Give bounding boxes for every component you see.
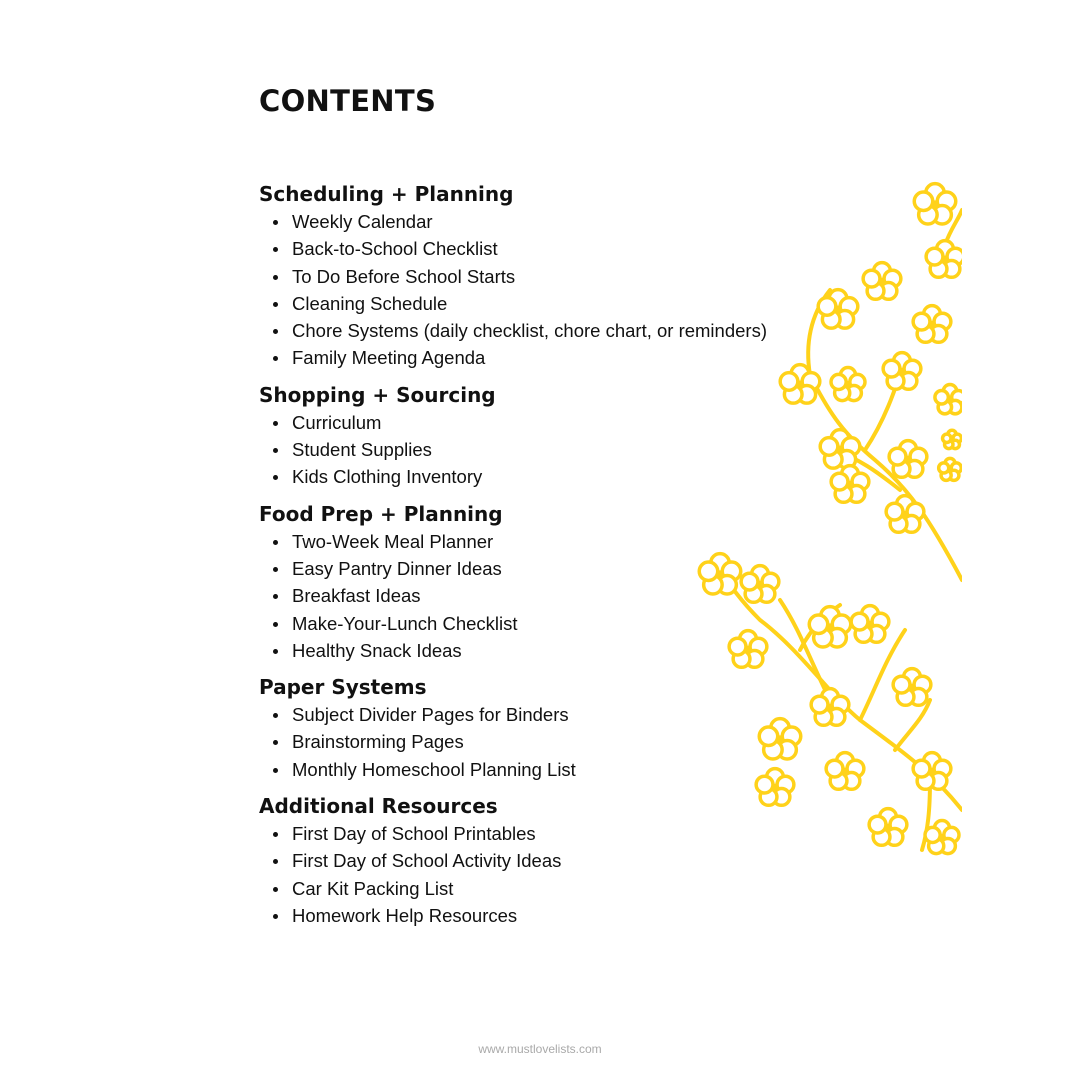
flower-center — [846, 481, 853, 488]
section-item-list — [259, 701, 799, 783]
list-item-label: Family Meeting Agenda — [292, 347, 486, 369]
list-item — [259, 436, 799, 463]
bullet-icon — [273, 567, 278, 572]
list-item — [259, 344, 799, 371]
flower-petal — [913, 313, 930, 330]
section-heading: Additional Resources — [259, 794, 498, 819]
flower-petal — [820, 438, 838, 456]
list-item — [259, 463, 799, 490]
flower-center — [826, 624, 834, 632]
flower-center — [878, 278, 885, 285]
flower-petal — [883, 360, 900, 377]
bullet-icon — [273, 740, 278, 745]
list-item-label: To Do Before School Starts — [292, 265, 516, 287]
list-item — [259, 290, 799, 317]
flower-icon — [926, 241, 962, 278]
flower-icon — [893, 669, 931, 706]
flower-center — [834, 306, 842, 314]
list-item — [259, 902, 799, 929]
flower-icon — [820, 430, 860, 469]
bullet-icon — [273, 247, 278, 252]
flower-icon — [831, 466, 869, 503]
flower-icon — [831, 368, 865, 401]
flower-petal — [939, 463, 949, 473]
flower-icon — [913, 306, 951, 343]
bullet-icon — [273, 649, 278, 654]
toc-section-food-prep — [259, 500, 799, 664]
flower-center — [928, 768, 935, 775]
section-item-list — [259, 820, 799, 929]
section-item-list — [259, 528, 799, 664]
toc-section-paper-systems — [259, 673, 799, 783]
flower-icon — [935, 384, 962, 413]
bullet-icon — [273, 356, 278, 361]
flower-center — [908, 684, 915, 691]
flower-center — [845, 382, 851, 388]
flower-center — [826, 704, 833, 711]
list-item-label: Brainstorming Pages — [292, 731, 464, 753]
flower-center — [884, 824, 891, 831]
branch-stem — [895, 700, 930, 750]
list-item — [259, 820, 799, 847]
flower-petal — [831, 473, 848, 490]
list-item — [259, 728, 799, 755]
flower-icon — [883, 353, 921, 390]
flower-icon — [869, 809, 907, 846]
bullet-icon — [273, 448, 278, 453]
list-item-label: Student Supplies — [292, 439, 432, 461]
bullet-icon — [273, 622, 278, 627]
list-item-label: Healthy Snack Ideas — [292, 639, 462, 661]
page-title: CONTENTS — [259, 84, 437, 118]
list-item-label: Monthly Homeschool Planning List — [292, 758, 576, 780]
flower-petal — [913, 760, 930, 777]
list-item-label: Cleaning Schedule — [292, 292, 448, 314]
bullet-icon — [273, 475, 278, 480]
footer-url: www.mustlovelists.com — [478, 1042, 602, 1056]
list-item-label: Two-Week Meal Planner — [292, 530, 494, 552]
list-item — [259, 555, 799, 582]
flower-petal — [831, 374, 846, 389]
flower-center — [941, 256, 948, 263]
list-item — [259, 875, 799, 902]
list-item — [259, 409, 799, 436]
list-item — [259, 637, 799, 664]
bullet-icon — [273, 421, 278, 426]
flower-center — [931, 201, 939, 209]
flower-petal — [826, 760, 843, 777]
bullet-icon — [273, 540, 278, 545]
bullet-icon — [273, 220, 278, 225]
flower-icon — [925, 821, 959, 854]
bullet-icon — [273, 713, 278, 718]
list-item-label: First Day of School Printables — [292, 823, 536, 845]
flower-icon — [889, 441, 927, 478]
flower-icon — [939, 458, 962, 480]
section-heading: Food Prep + Planning — [259, 501, 503, 526]
section-item-list — [259, 409, 799, 491]
list-item-label: Make-Your-Lunch Checklist — [292, 612, 518, 634]
bullet-icon — [273, 594, 278, 599]
list-item — [259, 317, 799, 344]
bullet-icon — [273, 329, 278, 334]
list-item — [259, 582, 799, 609]
list-item — [259, 235, 799, 262]
flower-icon — [851, 606, 889, 643]
flower-icon — [826, 753, 864, 790]
flower-center — [928, 321, 935, 328]
bullet-icon — [273, 914, 278, 919]
list-item — [259, 528, 799, 555]
flower-center — [950, 438, 954, 442]
section-heading: Shopping + Sourcing — [259, 382, 496, 407]
flower-center — [901, 511, 908, 518]
bullet-icon — [273, 859, 278, 864]
flower-petal — [869, 816, 886, 833]
list-item-label: Subject Divider Pages for Binders — [292, 704, 569, 726]
flower-petal — [914, 192, 932, 210]
flower-petal — [925, 827, 940, 842]
flower-center — [939, 835, 945, 841]
flower-icon — [914, 184, 955, 224]
list-item-label: Chore Systems (daily checklist, chore chart, or reminders) — [292, 320, 767, 342]
list-item — [259, 263, 799, 290]
list-item-label: Curriculum — [292, 411, 382, 433]
flower-petal — [809, 615, 827, 633]
flower-petal — [926, 248, 943, 265]
flower-petal — [886, 503, 903, 520]
toc-section-additional-resources — [259, 792, 799, 929]
flower-icon — [863, 263, 901, 300]
list-item — [259, 208, 799, 235]
bullet-icon — [273, 302, 278, 307]
flower-center — [948, 468, 952, 472]
list-item-label: Kids Clothing Inventory — [292, 466, 483, 488]
table-of-contents — [259, 180, 799, 938]
list-item-label: Weekly Calendar — [292, 211, 433, 232]
list-item-label: Breakfast Ideas — [292, 585, 421, 607]
flower-center — [904, 456, 911, 463]
list-item-label: First Day of School Activity Ideas — [292, 850, 562, 872]
flower-petal — [943, 434, 951, 442]
list-item-label: Easy Pantry Dinner Ideas — [292, 557, 502, 579]
list-item-label: Back-to-School Checklist — [292, 238, 498, 260]
toc-section-scheduling — [259, 180, 799, 372]
bullet-icon — [273, 887, 278, 892]
toc-section-shopping — [259, 381, 799, 491]
list-item-label: Homework Help Resources — [292, 904, 518, 926]
flower-center — [866, 621, 873, 628]
bullet-icon — [273, 768, 278, 773]
flower-center — [841, 768, 848, 775]
flower-icon — [886, 496, 924, 533]
flower-petal — [811, 696, 828, 713]
flower-petal — [818, 298, 836, 316]
section-heading: Scheduling + Planning — [259, 182, 514, 206]
flower-petal — [889, 448, 906, 465]
bullet-icon — [273, 275, 278, 280]
flower-center — [898, 368, 905, 375]
flower-icon — [809, 607, 850, 647]
flower-petal — [935, 391, 948, 404]
flower-petal — [863, 270, 880, 287]
flower-center — [836, 446, 844, 454]
section-heading: Paper Systems — [259, 675, 427, 700]
flower-icon — [811, 689, 849, 726]
flower-icon — [943, 430, 962, 448]
flower-icon — [913, 753, 951, 790]
flower-petal — [893, 676, 910, 693]
list-item — [259, 610, 799, 637]
list-item — [259, 847, 799, 874]
bullet-icon — [273, 832, 278, 837]
flower-petal — [851, 613, 868, 630]
list-item-label: Car Kit Packing List — [292, 877, 454, 899]
section-item-list — [259, 208, 799, 372]
flower-center — [947, 397, 953, 403]
list-item — [259, 756, 799, 783]
list-item — [259, 701, 799, 728]
